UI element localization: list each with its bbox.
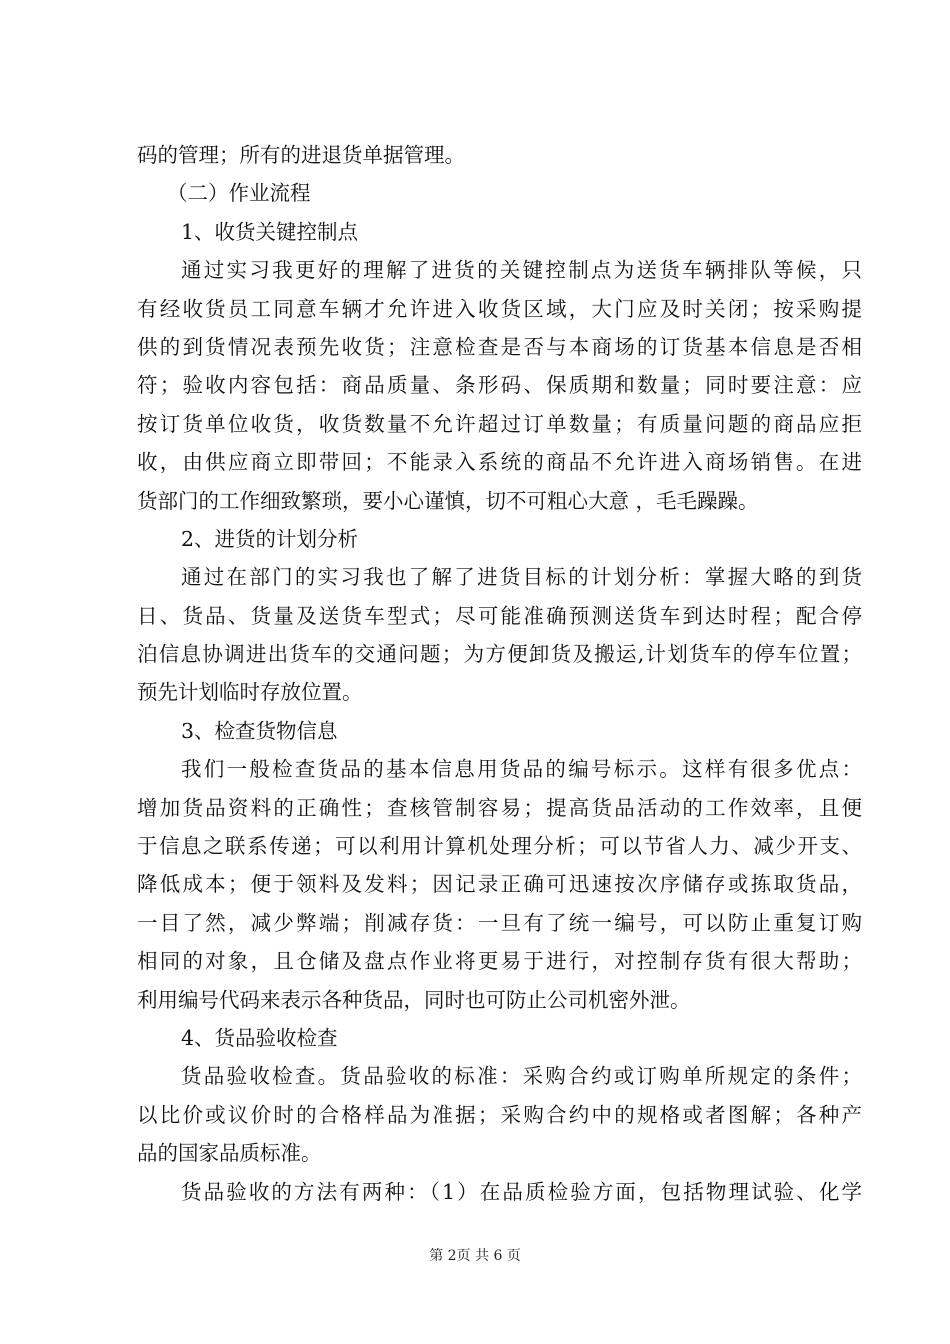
text-line: 有经收货员工同意车辆才允许进入收货区域，大门应及时关闭；按采购提 bbox=[137, 296, 862, 321]
text-line: 供的到货情况表预先收货；注意检查是否与本商场的订货基本信息是否相 bbox=[137, 334, 862, 359]
subsection-heading: 1、收货关键控制点 bbox=[181, 219, 359, 244]
text-line: 利用编号代码来表示各种货品，同时也可防止公司机密外泄。 bbox=[137, 987, 691, 1012]
page-footer: 第 2页 共 6 页 bbox=[429, 1248, 521, 1264]
text-line: 码的管理；所有的进退货单据管理。 bbox=[137, 143, 465, 167]
text-line: 日、货品、货量及送货车型式；尽可能准确预测送货车到达时程；配合停 bbox=[137, 603, 862, 628]
text-line: 通过实习我更好的理解了进货的关键控制点为送货车辆排队等候，只 bbox=[181, 258, 862, 283]
text-line: 降低成本；便于领料及发料；因记录正确可迅速按次序储存或拣取货品， bbox=[137, 872, 862, 897]
text-line: 收，由供应商立即带回；不能录入系统的商品不允许进入商场销售。在进 bbox=[137, 450, 862, 475]
subsection-heading: 3、检查货物信息 bbox=[181, 718, 338, 743]
section-heading: （二）作业流程 bbox=[167, 181, 311, 206]
text-line: 一目了然，减少弊端；削减存货：一旦有了统一编号，可以防止重复订购 bbox=[137, 910, 862, 935]
text-line: 品的国家品质标准。 bbox=[137, 1141, 322, 1166]
text-line: 以比价或议价时的合格样品为准据；采购合约中的规格或者图解；各种产 bbox=[137, 1102, 862, 1127]
text-line: 按订货单位收货，收货数量不允许超过订单数量；有质量问题的商品应拒 bbox=[137, 411, 862, 436]
text-line: 我们一般检查货品的基本信息用货品的编号标示。这样有很多优点： bbox=[181, 757, 862, 782]
text-line: 货部门的工作细致繁琐，要小心谨慎，切不可粗心大意 ，毛毛躁躁。 bbox=[137, 488, 759, 513]
text-line: 泊信息协调进出货车的交通问题；为方便卸货及搬运,计划货车的停车位置； bbox=[137, 642, 862, 667]
body-text bbox=[137, 136, 862, 1211]
text-line: 通过在部门的实习我也了解了进货目标的计划分析：掌握大略的到货 bbox=[181, 565, 862, 590]
subsection-heading: 2、进货的计划分析 bbox=[181, 526, 359, 551]
text-line: 符；验收内容包括：商品质量、条形码、保质期和数量；同时要注意：应 bbox=[137, 373, 862, 398]
text-line: 于信息之联系传递；可以利用计算机处理分析；可以节省人力、减少开支、 bbox=[137, 834, 862, 859]
text-line: 货品验收检查。货品验收的标准：采购合约或订购单所规定的条件； bbox=[181, 1064, 862, 1089]
text-line: 相同的对象，且仓储及盘点作业将更易于进行，对控制存货有很大帮助； bbox=[137, 949, 862, 974]
text-line: 增加货品资料的正确性；查核管制容易；提高货品活动的工作效率，且便 bbox=[137, 795, 862, 820]
text-line: 货品验收的方法有两种：（1）在品质检验方面，包括物理试验、化学 bbox=[181, 1179, 862, 1204]
subsection-heading: 4、货品验收检查 bbox=[181, 1025, 338, 1050]
text-line: 预先计划临时存放位置。 bbox=[137, 680, 363, 705]
